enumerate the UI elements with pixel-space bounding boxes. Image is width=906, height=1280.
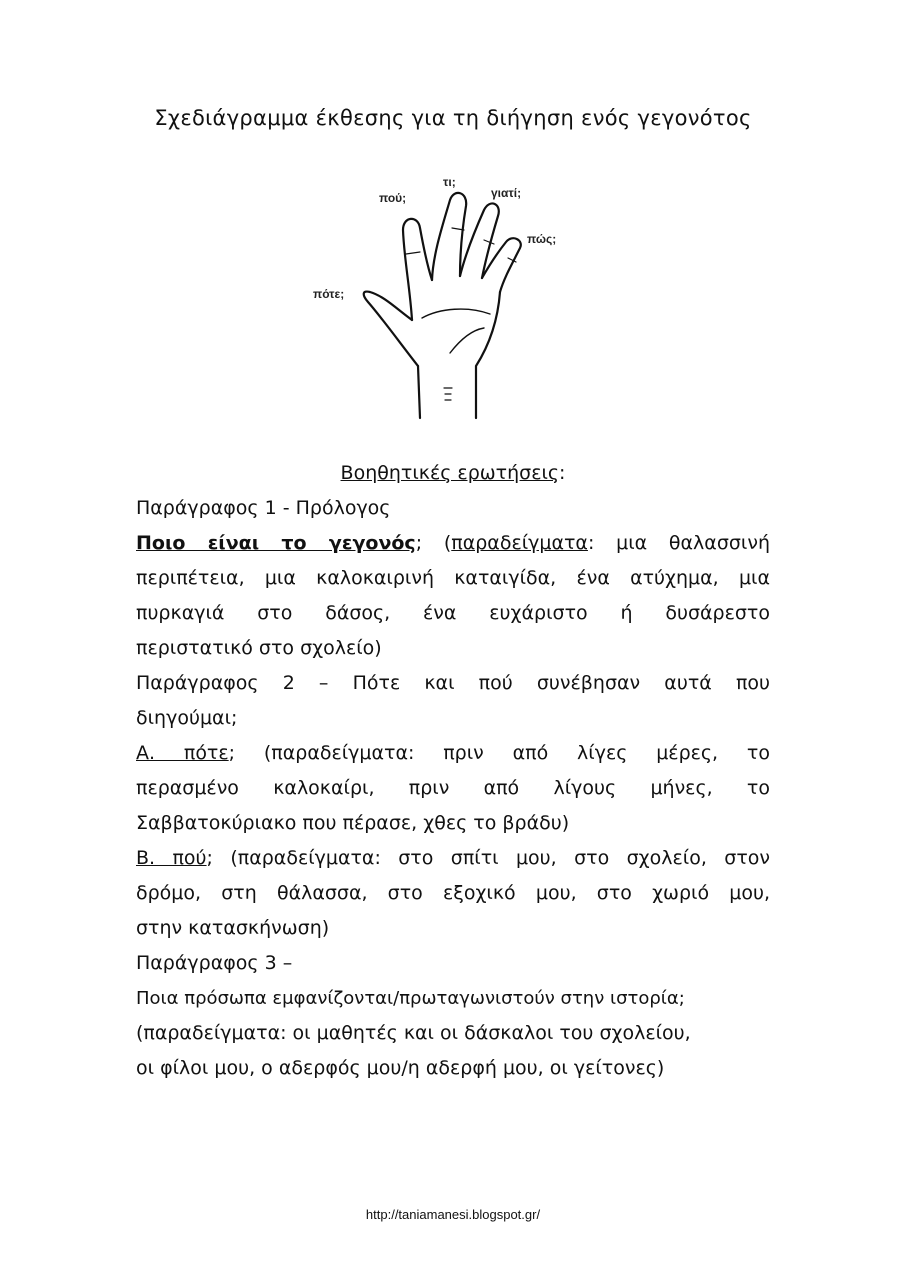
paragraph-2-heading-1: Παράγραφος 2 – Πότε και πού συνέβησαν αυτά που	[136, 672, 770, 694]
paragraph-1-line-1: Ποιο είναι το γεγονός; (παραδείγματα: μια θαλασσινή	[136, 532, 770, 554]
paragraph-3-question: Ποια πρόσωπα εμφανίζονται/πρωταγωνιστούν στην ιστορία;	[136, 988, 685, 1009]
document-title: Σχεδιάγραμμα έκθεσης για τη διήγηση ενός γεγονότος	[154, 106, 752, 130]
hand-label-giati: γιατί;	[491, 186, 522, 200]
paragraph-3-heading: Παράγραφος 3 –	[136, 952, 293, 974]
paragraph-2-a-line-2: περασμένο καλοκαίρι, πριν από λίγους μήνες, το	[136, 777, 770, 799]
section-heading: Βοηθητικές ερωτήσεις:	[340, 462, 566, 484]
paragraph-2-b-line-1: Β. πού; (παραδείγματα: στο σπίτι μου, στο σχολείο, στον	[136, 847, 771, 869]
paragraph-2-a-line-1: Α. πότε; (παραδείγματα: πριν από λίγες μέρες, το	[136, 742, 770, 764]
hand-label-pou: πού;	[379, 191, 407, 205]
paragraph-2-a-line-3: Σαββατοκύριακο που πέρασε, χθες το βράδυ)	[136, 812, 570, 834]
footer-url: http://taniamanesi.blogspot.gr/	[365, 1207, 541, 1222]
paragraph-1-line-3: πυρκαγιά στο δάσος, ένα ευχάριστο ή δυσάρεστο	[136, 602, 770, 624]
hand-label-pote: πότε;	[313, 287, 345, 301]
paragraph-3-line-2: οι φίλοι μου, ο αδερφός μου/η αδερφή μου, οι γείτονες)	[136, 1057, 665, 1079]
hand-label-ti: τι;	[443, 175, 456, 189]
paragraph-1-line-4: περιστατικό στο σχολείο)	[136, 637, 382, 659]
paragraph-2-b-line-2: δρόμο, στη θάλασσα, στο εξοχικό μου, στο χωριό μου,	[136, 882, 770, 904]
paragraph-1-heading: Παράγραφος 1 - Πρόλογος	[136, 497, 391, 519]
paragraph-2-b-line-3: στην κατασκήνωση)	[136, 917, 330, 939]
paragraph-3-line-1: (παραδείγματα: οι μαθητές και οι δάσκαλοι του σχολείου,	[136, 1022, 691, 1044]
hand-label-pos: πώς;	[527, 232, 557, 246]
document-body	[136, 456, 770, 1086]
paragraph-2-heading-2: διηγούμαι;	[136, 707, 238, 729]
paragraph-1-line-2: περιπέτεια, μια καλοκαιρινή καταιγίδα, ένα ατύχημα, μια	[136, 567, 770, 589]
